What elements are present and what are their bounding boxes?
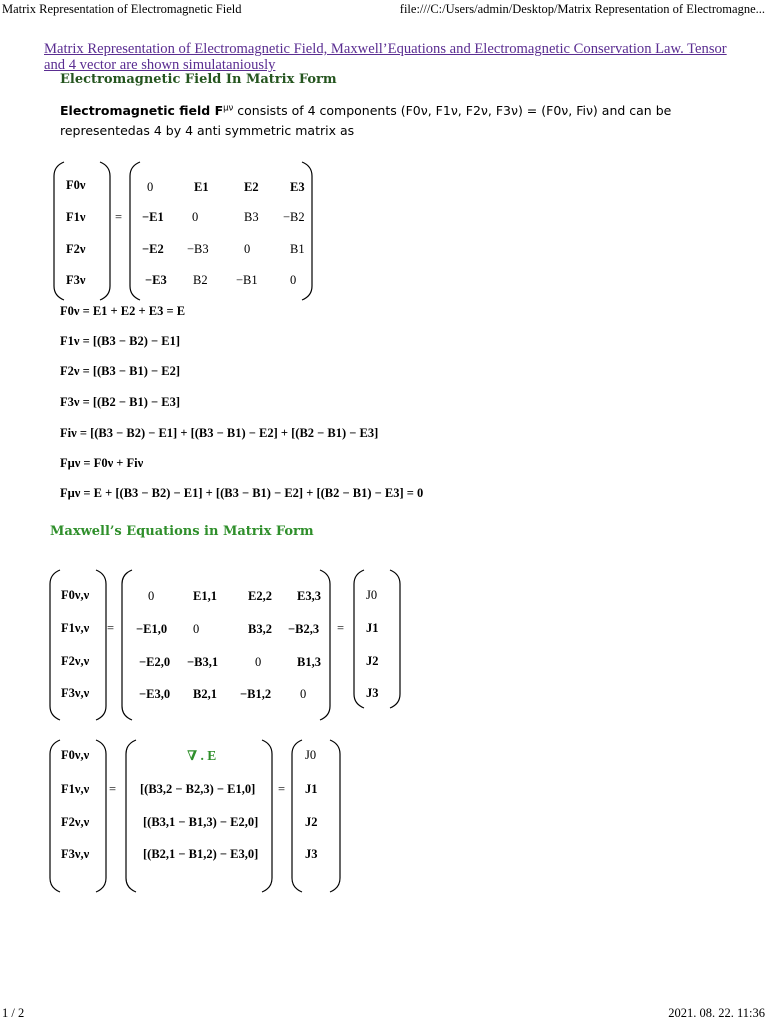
browser-page-title: Matrix Representation of Electromagnetic Field [2,2,242,16]
m1-lhs-0: F0ν [66,178,86,192]
m3-equals-right: = [278,782,286,796]
m3-bracket-right [262,740,272,892]
m1-cell-0-2: E2 [244,180,259,194]
m1-cell-1-0: −E1 [142,210,164,224]
m1-cell-1-2: B3 [244,210,259,224]
m1-lhs-bracket-right [100,162,110,300]
document-title-link[interactable]: Matrix Representation of Electromagnetic Field, Maxwell’Equations and Electromagnetic Conservation Law. Tensor and 4 vector are shown simulataniously [44,41,727,73]
m1-cell-3-2: −B1 [236,273,258,287]
m1-cell-3-0: −E3 [145,273,167,287]
m3-lhs-2: F2ν,ν [61,815,90,829]
m1-cell-1-3: −B2 [283,210,305,224]
m1-lhs-3: F3ν [66,273,86,287]
m2-cell-0-1: E1,1 [193,589,217,603]
m3-rhs-1: J1 [305,782,318,796]
print-timestamp: 2021. 08. 22. 11:36 [668,1006,765,1020]
m1-lhs-1: F1ν [66,210,86,224]
m2-rhs-bracket-left [354,570,364,708]
m2-cell-1-3: −B2,3 [288,622,320,636]
m2-cell-2-3: B1,3 [297,655,321,669]
m2-cell-3-2: −B1,2 [240,687,272,701]
section-title-em-field: Electromagnetic Field In Matrix Form [60,72,337,87]
m2-equals-right: = [337,621,345,635]
equation-fuv-expanded: Fμν = E + [(B3 − B2) − E1] + [(B3 − B1) − E2] + [(B2 − B1) − E3] = 0 [60,486,424,500]
m3-bracket-left [126,740,136,892]
m1-cell-2-2: 0 [244,242,251,256]
m2-cell-2-1: −B3,1 [187,655,219,669]
m2-cell-0-3: E3,3 [297,589,321,603]
m3-row-1: [(B3,2 − B2,3) − E1,0] [140,782,256,796]
m1-bracket-left [130,162,140,300]
m2-cell-0-2: E2,2 [248,589,272,603]
m1-cell-3-1: B2 [193,273,208,287]
equation-f2v: F2ν = [(B3 − B1) − E2] [60,364,181,378]
m2-cell-1-1: 0 [193,622,200,636]
m2-cell-3-1: B2,1 [193,687,217,701]
m3-rhs-bracket-right [330,740,340,892]
intro-line-1-rest: consists of 4 components (F0ν, F1ν, F2ν, F3ν) = (F0ν, Fiν) and can be [233,103,672,118]
m2-cell-1-0: −E1,0 [136,622,168,636]
m2-rhs-1: J1 [366,621,379,635]
equation-f1v: F1ν = [(B3 − B2) − E1] [60,334,181,348]
m2-cell-2-0: −E2,0 [139,655,171,669]
m1-cell-2-3: B1 [290,242,305,256]
m2-rhs-bracket-right [390,570,400,708]
intro-term: Electromagnetic field F [60,103,224,118]
m3-rhs-bracket-left [292,740,302,892]
m1-cell-0-0: 0 [147,180,154,194]
equation-f3v: F3ν = [(B2 − B1) − E3] [60,395,181,409]
m3-rhs-3: J3 [305,847,318,861]
m1-cell-0-3: E3 [290,180,305,194]
m3-lhs-bracket-right [96,740,106,892]
m1-cell-2-0: −E2 [142,242,164,256]
m3-row-3: [(B2,1 − B1,2) − E3,0] [143,847,259,861]
m2-lhs-bracket-left [50,570,60,720]
m3-lhs-1: F1ν,ν [61,782,90,796]
equation-fiv: Fiν = [(B3 − B2) − E1] + [(B3 − B1) − E2] + [(B2 − B1) − E3] [60,426,379,440]
m1-lhs-bracket-left [54,162,64,300]
m2-equals-left: = [107,621,115,635]
m1-equals: = [115,210,123,224]
m3-lhs-bracket-left [50,740,60,892]
m2-rhs-2: J2 [366,654,379,668]
browser-page-url: file:///C:/Users/admin/Desktop/Matrix Representation of Electromagne... [399,2,765,16]
m2-cell-3-3: 0 [300,687,307,701]
m3-rhs-2: J2 [305,815,318,829]
section-title-maxwell: Maxwell’s Equations in Matrix Form [50,524,314,539]
m2-lhs-3: F3ν,ν [61,686,90,700]
m2-lhs-bracket-right [96,570,106,720]
m1-cell-0-1: E1 [194,180,209,194]
intro-term-superscript: μν [223,103,234,114]
equation-f0v: F0ν = E1 + E2 + E3 = E [60,304,186,318]
m3-row-2: [(B3,1 − B1,3) − E2,0] [143,815,259,829]
m2-lhs-0: F0ν,ν [61,588,90,602]
m2-rhs-3: J3 [366,686,379,700]
m2-bracket-right [320,570,330,720]
m1-lhs-2: F2ν [66,242,86,256]
m2-cell-2-2: 0 [255,655,262,669]
m2-lhs-2: F2ν,ν [61,654,90,668]
equation-fuv-sum: Fμν = F0ν + Fiν [60,456,144,470]
m3-equals-left: = [109,782,117,796]
m2-cell-0-0: 0 [148,589,155,603]
intro-line-2: representedas 4 by 4 anti symmetric matrix as [60,123,355,138]
page-counter: 1 / 2 [2,1006,25,1020]
m1-cell-2-1: −B3 [187,242,209,256]
m2-cell-1-2: B3,2 [248,622,272,636]
m3-divergence-e: ∇ . E [187,748,217,763]
m1-cell-1-1: 0 [192,210,199,224]
m3-rhs-0: J0 [305,748,317,762]
m2-bracket-left [122,570,132,720]
m2-lhs-1: F1ν,ν [61,621,90,635]
m2-rhs-0: J0 [366,588,378,602]
m3-lhs-3: F3ν,ν [61,847,90,861]
m1-cell-3-3: 0 [290,273,297,287]
m3-lhs-0: F0ν,ν [61,748,90,762]
m2-cell-3-0: −E3,0 [139,687,171,701]
